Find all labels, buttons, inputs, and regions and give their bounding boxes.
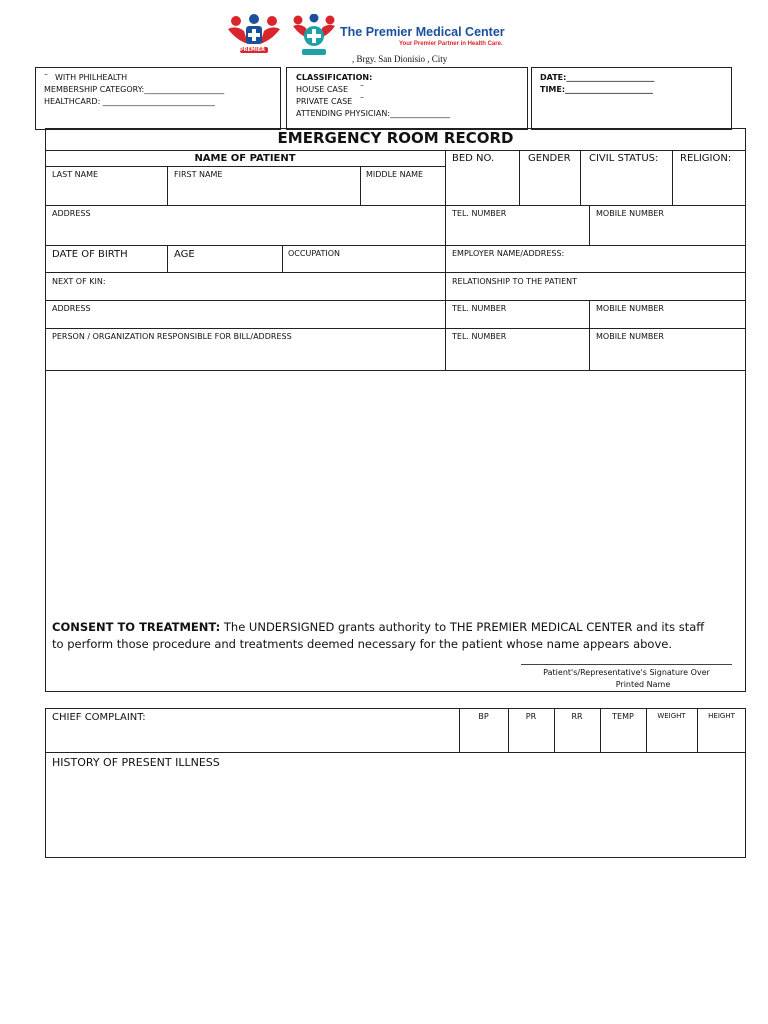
consent-body-line2: to perform those procedure and treatments deemed necessary for the patient whose name appears above. [52, 637, 672, 651]
pr-label: PR [525, 712, 537, 721]
bed-no-label: BED NO. [452, 153, 495, 164]
attending-physician-field[interactable]: ATTENDING PHYSICIAN:_______________ [296, 109, 451, 118]
classification-label: CLASSIFICATION: [296, 73, 373, 82]
premier-logo-main [292, 14, 336, 58]
rr-label: RR [571, 712, 583, 721]
philhealth-checkbox[interactable]: ⌣ [44, 71, 48, 78]
date-field[interactable]: DATE:______________________ [540, 73, 655, 82]
kin-tel-number-label: TEL. NUMBER [452, 304, 507, 313]
kin-address-label: ADDRESS [52, 304, 91, 313]
organization-tagline: Your Premier Partner in Health Care. [399, 41, 503, 47]
responsible-tel-number-label: TEL. NUMBER [452, 332, 507, 341]
logo-caption: PREMIER [240, 47, 266, 53]
name-of-patient-header: NAME OF PATIENT [194, 153, 296, 164]
date-of-birth-label: DATE OF BIRTH [52, 249, 128, 260]
healthcard-field[interactable]: HEALTHCARD: ____________________________ [44, 97, 215, 106]
consent-heading: CONSENT TO TREATMENT: [52, 620, 221, 634]
civil-status-label: CIVIL STATUS: [589, 153, 659, 164]
mobile-number-label: MOBILE NUMBER [596, 209, 664, 218]
last-name-label: LAST NAME [52, 170, 99, 179]
house-case-label: HOUSE CASE [296, 85, 349, 94]
signature-caption-line2: Printed Name [615, 680, 671, 689]
employer-label: EMPLOYER NAME/ADDRESS: [452, 249, 565, 258]
history-of-present-illness-label: HISTORY OF PRESENT ILLNESS [52, 756, 220, 769]
responsible-mobile-number-label: MOBILE NUMBER [596, 332, 664, 341]
relationship-label: RELATIONSHIP TO THE PATIENT [452, 277, 578, 286]
weight-label: WEIGHT [657, 712, 686, 720]
bp-label: BP [478, 712, 489, 721]
time-field[interactable]: TIME:______________________ [540, 85, 654, 94]
complaint-section [45, 708, 746, 858]
occupation-label: OCCUPATION [288, 249, 341, 258]
height-label: HEIGHT [708, 712, 735, 720]
tel-number-label: TEL. NUMBER [452, 209, 507, 218]
organization-name: The Premier Medical Center [340, 25, 505, 39]
organization-address: , Brgy. San Dionisio , City [352, 54, 448, 64]
chief-complaint-label: CHIEF COMPLAINT: [52, 712, 146, 723]
membership-category-field[interactable]: MEMBERSHIP CATEGORY:____________________ [44, 85, 225, 94]
consent-body-line1: The UNDERSIGNED grants authority to THE PREMIER MEDICAL CENTER and its staff [220, 620, 705, 634]
age-label: AGE [174, 249, 195, 260]
consent-text [52, 619, 742, 653]
form-title: EMERGENCY ROOM RECORD [277, 129, 514, 147]
kin-mobile-number-label: MOBILE NUMBER [596, 304, 664, 313]
address-label: ADDRESS [52, 209, 91, 218]
philhealth-label: WITH PHILHEALTH [55, 73, 128, 82]
responsible-party-label: PERSON / ORGANIZATION RESPONSIBLE FOR BILL/ADDRESS [52, 332, 292, 341]
first-name-label: FIRST NAME [174, 170, 223, 179]
next-of-kin-label: NEXT OF KIN: [52, 277, 106, 286]
premier-logo-small [226, 14, 282, 56]
house-case-checkbox[interactable]: ⌣ [360, 82, 364, 89]
signature-line[interactable] [521, 664, 732, 665]
religion-label: RELIGION: [680, 153, 732, 164]
temp-label: TEMP [612, 712, 634, 721]
middle-name-label: MIDDLE NAME [366, 170, 424, 179]
gender-label: GENDER [528, 153, 571, 164]
private-case-label: PRIVATE CASE [296, 97, 353, 106]
private-case-checkbox[interactable]: ⌣ [360, 94, 364, 101]
signature-caption-line1: Patient's/Representative's Signature Over [543, 668, 710, 677]
